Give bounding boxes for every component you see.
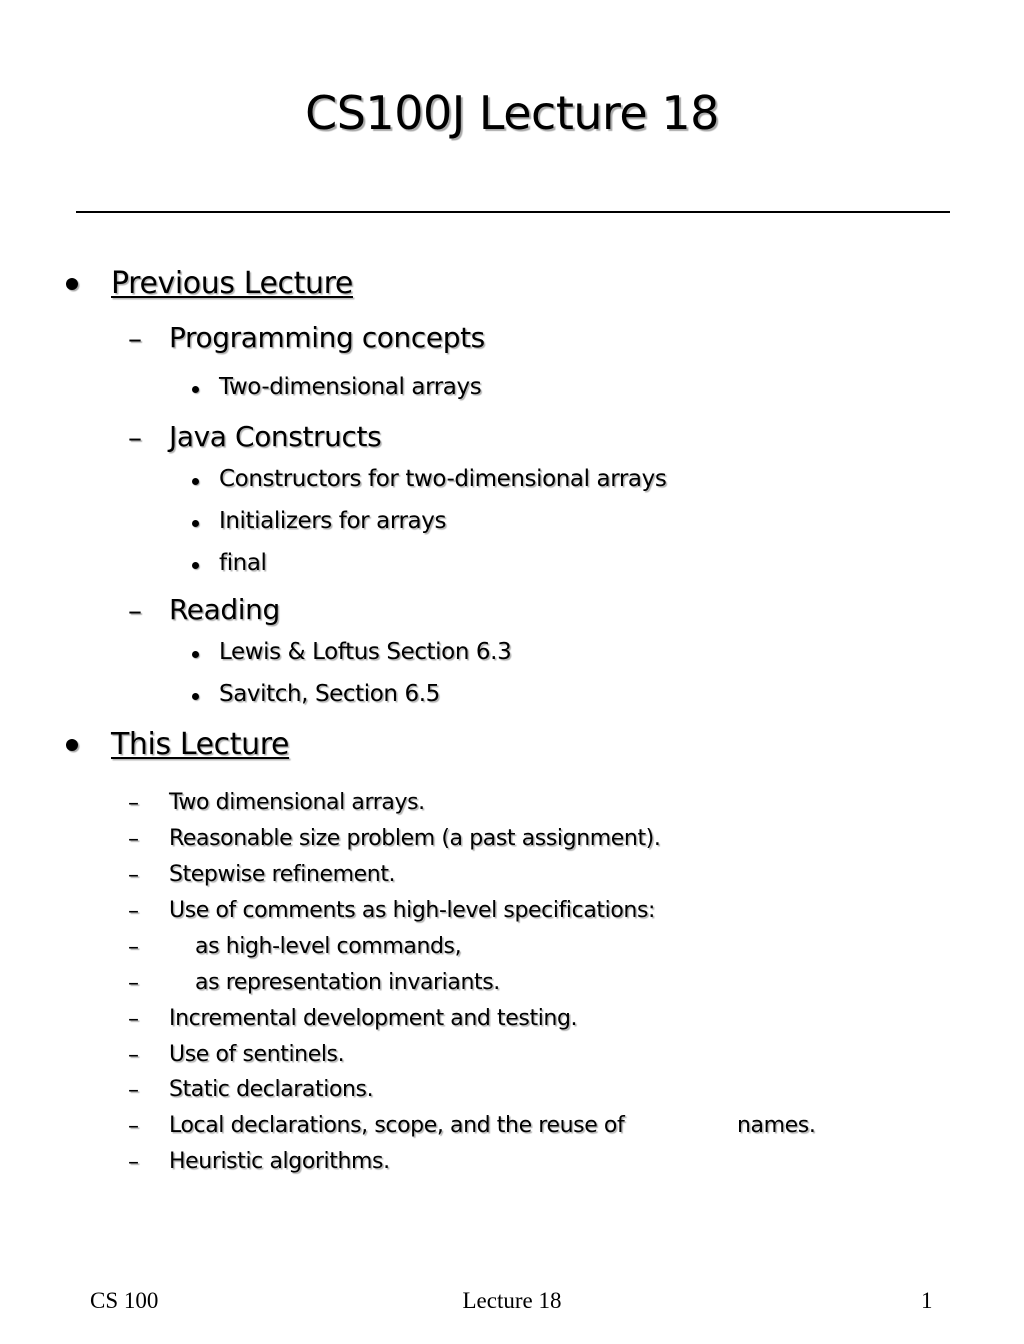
page-number: 1 xyxy=(921,1288,933,1313)
list-item: Constructors for two-dimensional arrays xyxy=(219,466,667,492)
group-label-java-constructs: Java Constructs xyxy=(169,420,382,453)
dash-icon: – xyxy=(128,899,139,924)
bullet-icon xyxy=(192,478,199,485)
list-item: Two dimensional arrays. xyxy=(169,790,425,815)
dash-icon: – xyxy=(128,1078,139,1103)
dash-icon: – xyxy=(128,322,142,355)
dash-icon: – xyxy=(128,863,139,888)
list-item: as representation invariants. xyxy=(195,970,500,995)
section-heading-this-lecture: This Lecture xyxy=(111,727,290,762)
bullet-icon xyxy=(192,386,199,393)
dash-icon: – xyxy=(128,935,139,960)
footer-left: CS 100 xyxy=(90,1288,159,1313)
list-item: as high-level commands, xyxy=(195,934,462,959)
list-item: Two-dimensional arrays xyxy=(219,374,482,400)
list-item: Stepwise refinement. xyxy=(169,862,396,887)
dash-icon: – xyxy=(128,1114,139,1139)
list-item-continuation: names. xyxy=(737,1113,816,1138)
list-item: Lewis & Loftus Section 6.3 xyxy=(219,639,512,665)
bullet-icon xyxy=(192,693,199,700)
dash-icon: – xyxy=(128,1043,139,1068)
list-item: Savitch, Section 6.5 xyxy=(219,681,440,707)
bullet-icon xyxy=(192,520,199,527)
list-item: Heuristic algorithms. xyxy=(169,1149,390,1174)
list-item: Local declarations, scope, and the reuse of xyxy=(169,1113,625,1138)
dash-icon: – xyxy=(128,827,139,852)
section-heading-previous: Previous Lecture xyxy=(111,266,353,301)
list-item: Reasonable size problem (a past assignment). xyxy=(169,826,661,851)
list-item: Initializers for arrays xyxy=(219,508,447,534)
dash-icon: – xyxy=(128,791,139,816)
list-item: Use of comments as high-level specifications: xyxy=(169,898,656,923)
group-label-programming-concepts: Programming concepts xyxy=(169,321,485,354)
list-item: Incremental development and testing. xyxy=(169,1006,578,1031)
dash-icon: – xyxy=(128,1007,139,1032)
dash-icon: – xyxy=(128,1150,139,1175)
list-item: Static declarations. xyxy=(169,1077,374,1102)
bullet-icon xyxy=(66,278,78,290)
bullet-icon xyxy=(192,651,199,658)
list-item: final xyxy=(219,550,267,576)
bullet-icon xyxy=(192,562,199,569)
group-label-reading: Reading xyxy=(169,593,280,626)
dash-icon: – xyxy=(128,971,139,996)
list-item: Use of sentinels. xyxy=(169,1042,345,1067)
dash-icon: – xyxy=(128,594,142,627)
bullet-icon xyxy=(66,739,78,751)
slide-title: CS100J Lecture 18 xyxy=(305,86,719,140)
title-divider xyxy=(76,211,950,213)
dash-icon: – xyxy=(128,421,142,454)
footer-center: Lecture 18 xyxy=(462,1288,562,1313)
